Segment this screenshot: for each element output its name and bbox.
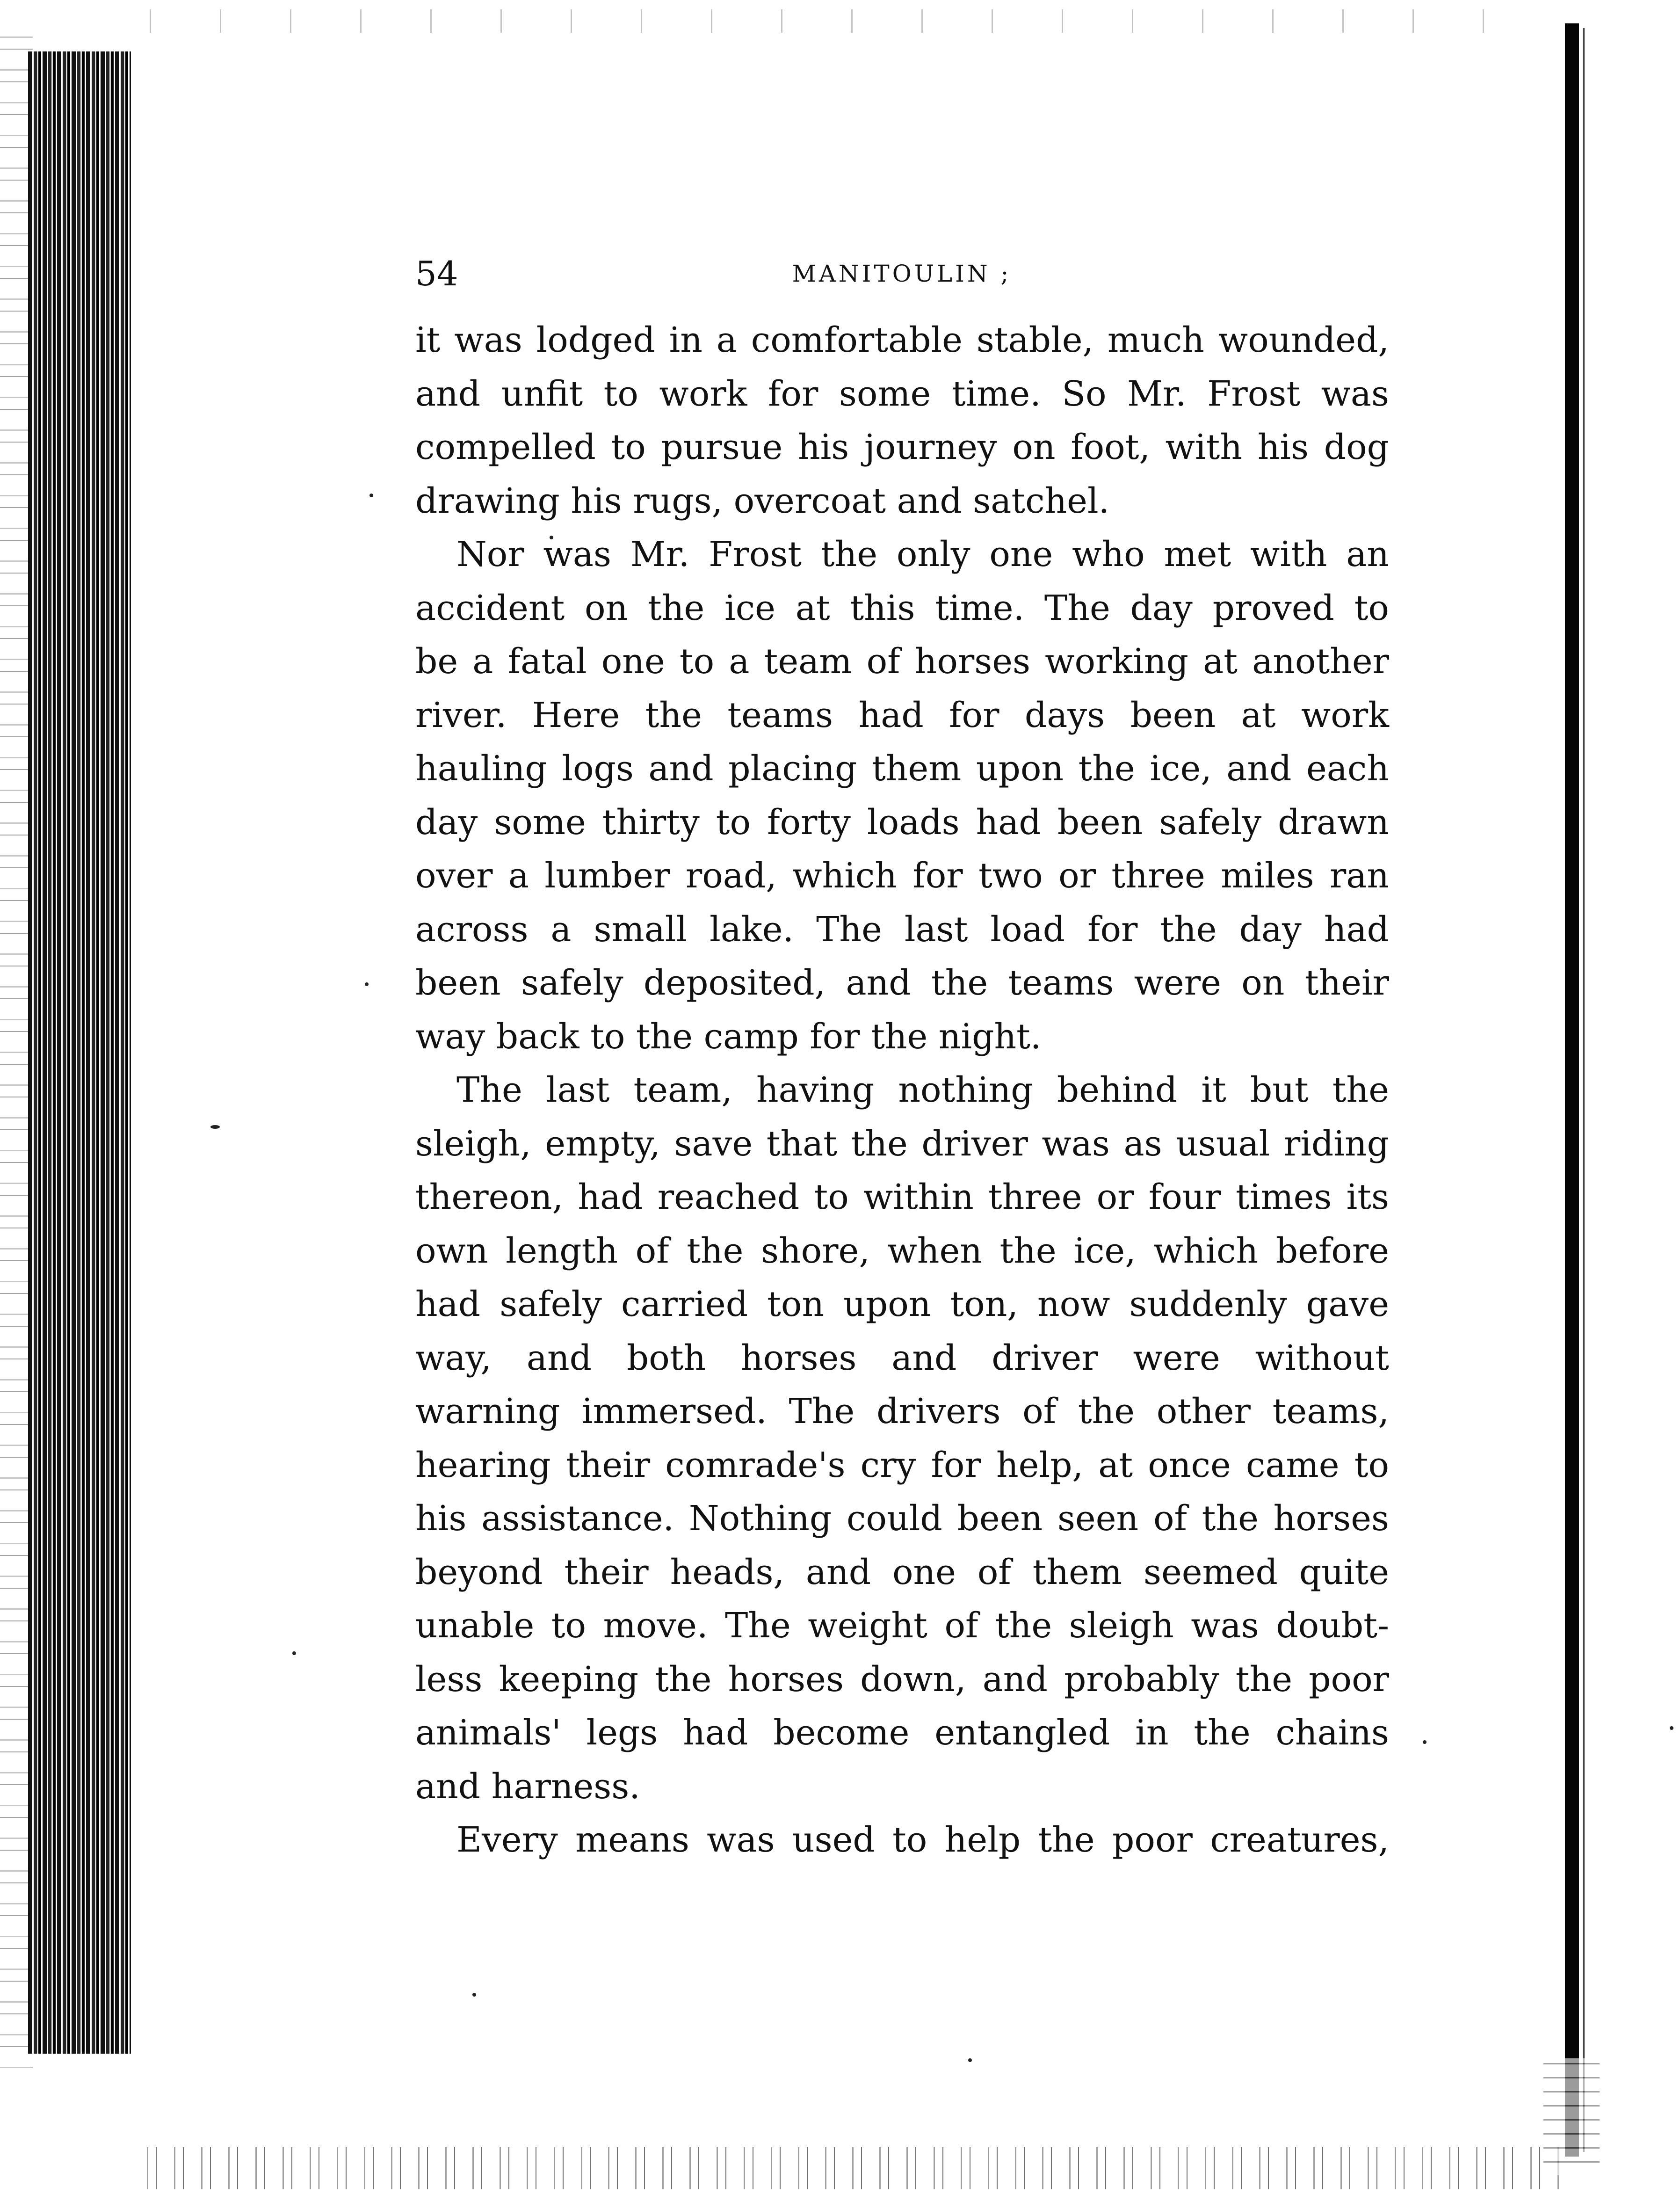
text-line: hearing their comrade's cry for help, at once came to [415,1445,1389,1485]
text-line: compelled to pursue his journey on foot, with his dog [415,427,1389,467]
running-head: MANITOULIN ; [792,260,1012,287]
text-line: be a fatal one to a team of horses working at another [415,641,1389,682]
page-header [415,248,1388,299]
text-line: animals' legs had become entangled in the chains [415,1713,1389,1753]
text-line: and unfit to work for some time. So Mr. Frost was [415,373,1389,414]
text-line: beyond their heads, and one of them seemed quite [415,1552,1389,1592]
text-line: drawing his rugs, overcoat and satchel. [415,480,1110,521]
text-line: across a small lake. The last load for the day had [415,909,1389,950]
text-line: way back to the camp for the night. [415,1016,1042,1057]
text-line: sleigh, empty, save that the driver was as usual riding [415,1123,1389,1164]
text-line: his assistance. Nothing could been seen of the horses [415,1498,1389,1539]
text-line: accident on the ice at this time. The day proved to [415,588,1389,628]
scan-bottom-right-noise [1543,2058,1600,2175]
scan-speck [472,1993,476,1997]
text-line: less keeping the horses down, and probably the poor [415,1659,1389,1700]
scan-right-edge [1565,23,1579,2157]
scan-bottom-edge [140,2147,1562,2189]
page-number: 54 [415,254,458,293]
text-line: Nor was Mr. Frost the only one who met with an [456,534,1389,574]
text-line: it was lodged in a comfortable stable, much wounded, [415,320,1389,360]
text-line: thereon, had reached to within three or four times its [415,1177,1389,1217]
scan-speck [369,494,373,497]
text-line: river. Here the teams had for days been at work [415,695,1389,735]
text-line: unable to move. The weight of the sleigh was doubt- [415,1606,1389,1646]
page-body [415,313,1389,1867]
scan-speck [365,982,369,986]
text-line: and harness. [415,1766,640,1807]
scan-speck [1423,1740,1427,1744]
scan-top-edge [122,9,1525,33]
book-spine-shadow [28,51,131,2054]
scan-right-edge-line [1583,28,1585,2152]
text-line: The last team, having nothing behind it but the [456,1070,1389,1110]
text-line: Every means was used to help the poor creatures, [456,1820,1389,1860]
text-line: own length of the shore, when the ice, which before [415,1230,1389,1271]
text-line: day some thirty to forty loads had been safely drawn [415,802,1389,843]
scan-speck [968,2058,972,2062]
text-line: way, and both horses and driver were without [415,1337,1389,1378]
text-line: warning immersed. The drivers of the other teams, [415,1391,1389,1431]
text-line: hauling logs and placing them upon the ice, and each [415,748,1389,789]
scan-speck [1670,1726,1673,1730]
scan-speck [292,1651,296,1655]
scan-speck [210,1125,220,1129]
text-line: over a lumber road, which for two or three miles ran [415,856,1389,896]
text-line: had safely carried ton upon ton, now suddenly gave [415,1284,1389,1324]
text-line: been safely deposited, and the teams were on their [415,963,1389,1003]
